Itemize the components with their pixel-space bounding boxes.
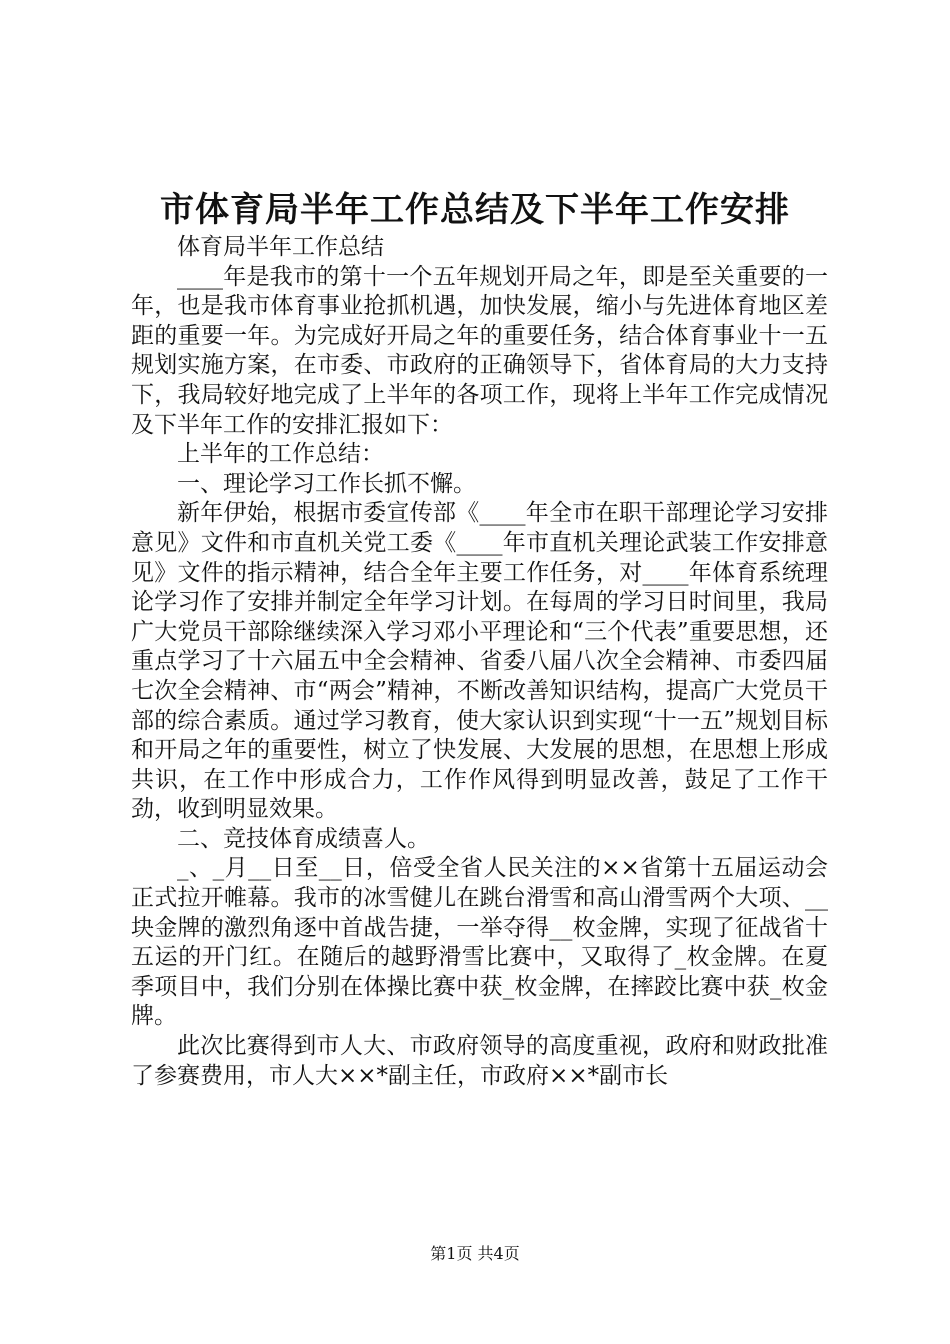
page-footer: 第1页 共4页 [430,1244,520,1263]
paragraph-subtitle: 体育局半年工作总结 [177,234,384,260]
paragraph-summary-heading: 上半年的工作总结： [177,441,384,468]
section-heading-theory-study: 一、理论学习工作长抓不懈。 [177,470,476,497]
document-body [131,233,828,1091]
section-heading-competitive-sports: 二、竞技体育成绩喜人。 [177,825,430,852]
document-title: 市体育局半年工作总结及下半年工作安排 [160,190,790,230]
paragraph-theory-study: 新年伊始，根据市委宣传部《____年全市在职干部理论学习安排意见》文件和市直机关党工委《____年市直机关理论武装工作安排意见》文件的指示精神，结合全年主要工作任务，对____年体育系统理论学习作了安排并制定全年学习计划。在每周的学习日时间里，我局广大党员干部除继续深入学习邓小平理论和“三个代表”重要思想，还重点学习了十六届五中全会精神、省委八届八次全会精神、市委四届七次全会精神、市“两会”精神，不断改善知识结构，提高广大党员干部的综合素质。通过学习教育，使大家认识到实现“十一五”规划目标和开局之年的重要性，树立了快发展、大发展的思想，在思想上形成共识，在工作中形成合力，工作作风得到明显改善，鼓足了工作干劲，收到明显效果。 [131,500,828,823]
paragraph-intro: ____年是我市的第十一个五年规划开局之年，即是至关重要的一年，也是我市体育事业抢抓机遇，加快发展，缩小与先进体育地区差距的重要一年。为完成好开局之年的重要任务，结合体育事业十一五规划实施方案，在市委、市政府的正确领导下，省体育局的大力支持下，我局较好地完成了上半年的各项工作，现将上半年工作完成情况及下半年工作的安排汇报如下： [131,263,828,438]
paragraph-competitive-sports: _、_月__日至__日，倍受全省人民关注的××省第十五届运动会正式拉开帷幕。我市的冰雪健儿在跳台滑雪和高山滑雪两个大项、__块金牌的激烈角逐中首战告捷，一举夺得__枚金牌，实现了征战省十五运的开门红。在随后的越野滑雪比赛中，又取得了_枚金牌。在夏季项目中，我们分别在体操比赛中获_枚金牌，在摔跤比赛中获_枚金牌。 [131,855,828,1030]
paragraph-leadership-support: 此次比赛得到市人大、市政府领导的高度重视，政府和财政批准了参赛费用，市人大××*副主任，市政府××*副市长 [131,1033,828,1089]
